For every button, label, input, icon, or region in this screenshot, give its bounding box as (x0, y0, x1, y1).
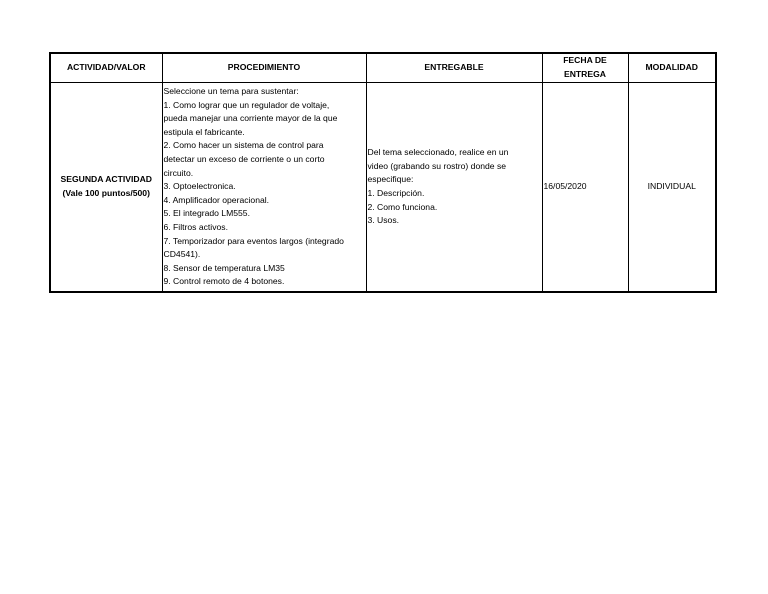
cell-modalidad: INDIVIDUAL (628, 83, 716, 293)
proc-line: detectar un exceso de corriente o un corto (163, 154, 325, 165)
actividad-line2: (Vale 100 puntos/500) (62, 188, 150, 198)
proc-line: 2. Como hacer un sistema de control para (163, 140, 324, 151)
cell-fecha: 16/05/2020 (542, 83, 628, 293)
header-actividad: ACTIVIDAD/VALOR (50, 53, 162, 83)
proc-line: 6. Filtros activos. (163, 221, 228, 232)
table-row (50, 83, 716, 293)
proc-line: estipula el fabricante. (163, 126, 245, 137)
entregable-line: 3. Usos. (367, 215, 400, 226)
header-modalidad: MODALIDAD (628, 53, 716, 83)
activity-table (49, 52, 717, 293)
proc-line: 8. Sensor de temperatura LM35 (163, 262, 285, 273)
proc-line: Seleccione un tema para sustentar: (163, 86, 299, 97)
proc-line: 3. Optoelectronica. (163, 181, 236, 192)
header-entregable: ENTREGABLE (366, 53, 542, 83)
cell-entregable (366, 83, 542, 293)
entregable-line: 2. Como funciona. (367, 201, 438, 212)
proc-line: 5. El integrado LM555. (163, 208, 250, 219)
proc-line: 4. Amplificador operacional. (163, 194, 270, 205)
entregable-line: video (grabando su rostro) donde se (367, 160, 507, 171)
header-fecha-line1: FECHA DE (563, 55, 607, 66)
proc-line: 1. Como lograr que un regulador de voltaje, (163, 99, 330, 110)
proc-line: circuito. (163, 167, 194, 178)
entregable-line: Del tema seleccionado, realice en un (367, 147, 509, 158)
header-fecha-line2: ENTREGA (563, 69, 607, 79)
proc-line: CD4541). (163, 249, 201, 260)
header-row (50, 53, 716, 83)
proc-line: 9. Control remoto de 4 botones. (163, 276, 285, 287)
cell-actividad (50, 83, 162, 293)
cell-procedimiento (162, 83, 366, 293)
proc-line: 7. Temporizador para eventos largos (integrado (163, 235, 344, 246)
header-procedimiento: PROCEDIMIENTO (162, 53, 366, 83)
header-fecha (542, 53, 628, 83)
entregable-line: 1. Descripción. (367, 188, 425, 198)
entregable-line: especifique: (367, 174, 414, 185)
proc-line: pueda manejar una corriente mayor de la que (163, 113, 338, 124)
actividad-line1: SEGUNDA ACTIVIDAD (60, 174, 152, 185)
